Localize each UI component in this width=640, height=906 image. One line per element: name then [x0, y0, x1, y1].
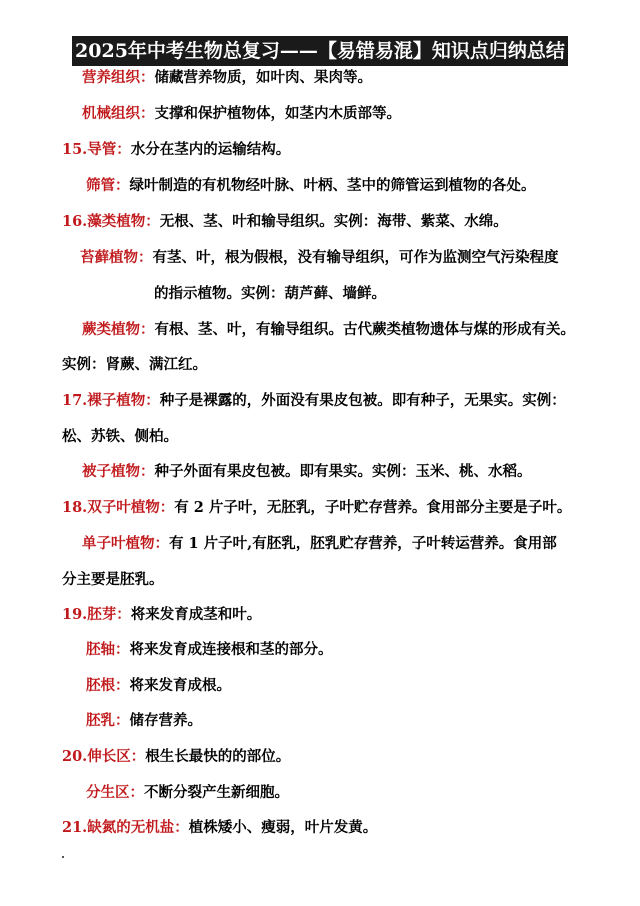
text-line	[62, 212, 508, 232]
term-label: 单子叶植物：	[82, 535, 169, 552]
text-line	[62, 570, 164, 590]
text-line	[82, 462, 532, 482]
text-line	[86, 783, 289, 803]
text-line	[80, 248, 559, 268]
term-definition: 绿叶制造的有机物经叶脉、叶柄、茎中的筛管运到植物的各处。	[129, 177, 536, 194]
term-definition: 有 1 片子叶,有胚乳，胚乳贮存营养，子叶转运营养。食用部	[169, 535, 557, 552]
text-line	[82, 320, 575, 340]
text-line	[82, 534, 557, 554]
text-line	[82, 104, 401, 124]
term-definition: 分主要是胚乳。	[62, 571, 164, 588]
page-speck	[62, 856, 64, 858]
term-definition: 储藏营养物质，如叶肉、果肉等。	[154, 69, 372, 86]
term-definition: 植株矮小、瘦弱，叶片发黄。	[188, 819, 378, 836]
text-line	[154, 284, 386, 304]
text-line	[62, 355, 207, 375]
term-label: 20.伸长区：	[62, 748, 146, 765]
term-label: 胚根：	[86, 677, 130, 694]
term-definition: 种子外面有果皮包被。即有果实。实例：玉米、桃、水稻。	[154, 463, 532, 480]
term-label: 17.裸子植物：	[62, 392, 160, 409]
term-definition: 有 2 片子叶，无胚乳，子叶贮存营养。食用部分主要是子叶。	[174, 499, 572, 516]
term-label: 营养组织：	[82, 69, 155, 86]
text-line	[82, 68, 372, 88]
term-label: 筛管：	[86, 177, 130, 194]
text-line	[62, 605, 261, 625]
term-label: 15.导管：	[62, 141, 131, 158]
term-definition: 有茎、叶，根为假根，没有输导组织，可作为监测空气污染程度	[152, 249, 559, 266]
term-label: 苔藓植物：	[80, 249, 153, 266]
term-definition: 松、苏铁、侧柏。	[62, 428, 178, 445]
term-definition: 支撑和保护植物体，如茎内木质部等。	[154, 105, 401, 122]
term-label: 蕨类植物：	[82, 321, 155, 338]
term-label: 机械组织：	[82, 105, 155, 122]
term-label: 被子植物：	[82, 463, 155, 480]
term-definition: 将来发育成茎和叶。	[130, 606, 262, 623]
term-definition: 的指示植物。实例：葫芦藓、墙鲜。	[154, 285, 386, 302]
text-line	[62, 427, 178, 447]
term-definition: 将来发育成根。	[129, 677, 231, 694]
term-label: 16.藻类植物：	[62, 213, 160, 230]
term-definition: 有根、茎、叶，有输导组织。古代蕨类植物遗体与煤的形成有关。	[154, 321, 575, 338]
text-line	[86, 676, 231, 696]
text-line	[86, 640, 333, 660]
term-label: 21.缺氮的无机盐：	[62, 819, 189, 836]
term-definition: 根生长最快的的部位。	[145, 748, 291, 765]
text-line	[62, 818, 377, 838]
term-definition: 水分在茎内的运输结构。	[130, 141, 291, 158]
term-label: 分生区：	[86, 784, 144, 801]
text-line	[62, 140, 290, 160]
text-line	[62, 391, 566, 411]
text-line	[86, 176, 536, 196]
text-line	[62, 498, 571, 518]
term-label: 胚轴：	[86, 641, 130, 658]
term-label: 胚乳：	[86, 712, 130, 729]
term-definition: 储存营养。	[129, 712, 202, 729]
term-label: 18.双子叶植物：	[62, 499, 175, 516]
text-line	[86, 711, 202, 731]
term-definition: 种子是裸露的，外面没有果皮包被。即有种子，无果实。实例：	[159, 392, 566, 409]
text-line	[62, 747, 290, 767]
page-title-banner: 2025年中考生物总复习——【易错易混】知识点归纳总结	[72, 36, 568, 66]
term-label: 19.胚芽：	[62, 606, 131, 623]
term-definition: 将来发育成连接根和茎的部分。	[129, 641, 333, 658]
term-definition: 无根、茎、叶和输导组织。实例：海带、紫菜、水绵。	[159, 213, 508, 230]
term-definition: 不断分裂产生新细胞。	[144, 784, 289, 801]
term-definition: 实例：肾蕨、满江红。	[62, 356, 207, 373]
